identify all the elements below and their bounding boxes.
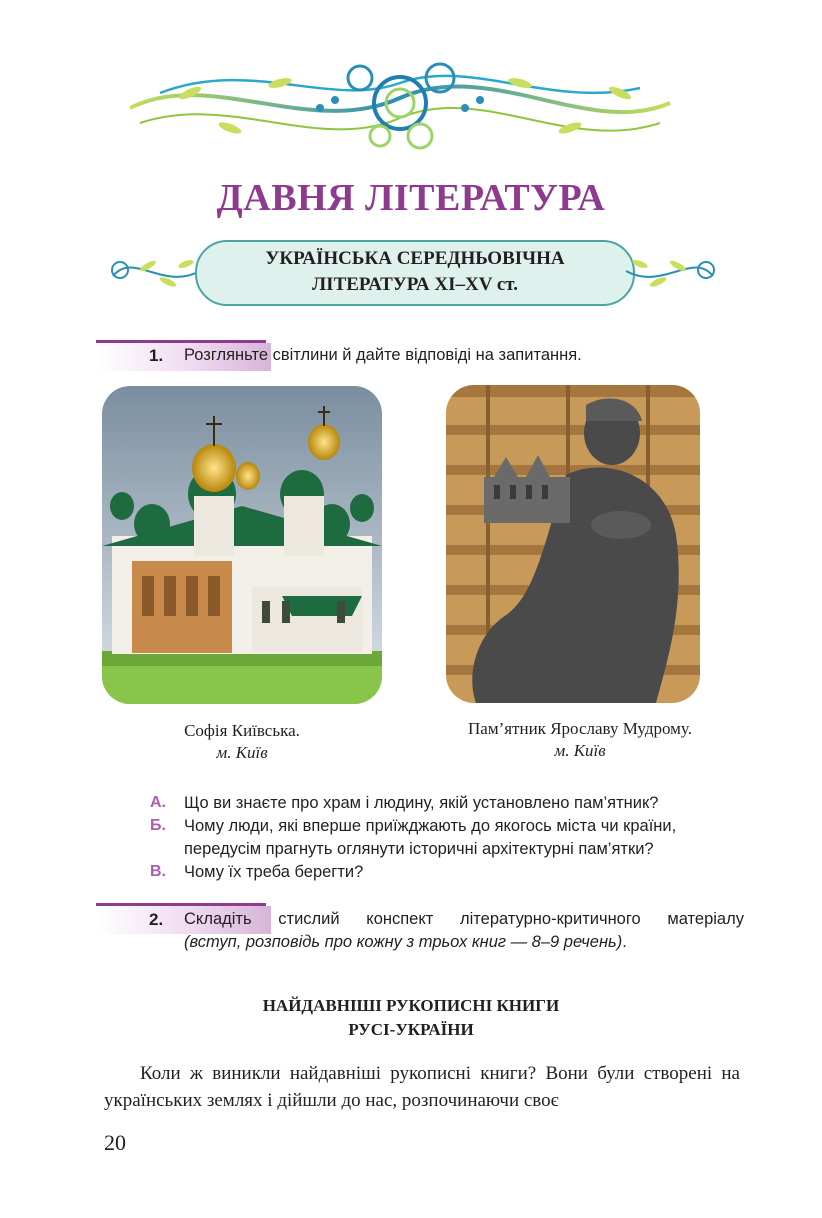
section-heading-line-2: РУСІ-УКРАЇНИ (348, 1020, 474, 1039)
task-1-text: Розгляньте світлини й дайте відповіді на запитання. (184, 346, 582, 364)
question-b-text: Чому люди, які вперше приїжджають до якогось міста чи країни, передусім прагнуть оглянути історичні архітектурні пам’ятки? (184, 817, 677, 858)
task-2-number: 2. (149, 910, 164, 929)
subtitle-banner (108, 236, 718, 314)
section-heading-line-1: НАЙДАВНІШІ РУКОПИСНІ КНИГИ (262, 996, 560, 1015)
leaf-ornament-right-icon (623, 246, 718, 296)
question-c-text: Чому їх треба берегти? (184, 863, 364, 881)
question-a-letter: А. (150, 794, 166, 811)
monument-photo (446, 385, 700, 703)
task-2-text: Складіть стислий конспект літературно-критичного матеріалу (184, 910, 744, 928)
task-2-note-italic: (вступ, розповідь про кожну з трьох книг — 8–9 речень) (184, 933, 623, 951)
cathedral-photo (102, 386, 382, 704)
page-number: 20 (104, 1130, 126, 1155)
subtitle-line-1: УКРАЇНСЬКА СЕРЕДНЬОВІЧНА (265, 248, 565, 269)
question-a-text: Що ви знаєте про храм і людину, якій установлено пам’ятник? (184, 794, 659, 812)
cathedral-caption-city: м. Київ (216, 743, 268, 762)
cathedral-caption (102, 720, 382, 764)
chapter-title: ДАВНЯ ЛІТЕРАТУРА (216, 177, 606, 219)
subtitle-line-2: ЛІТЕРАТУРА XI–XV ст. (312, 274, 518, 295)
question-c-letter: В. (150, 863, 166, 880)
cathedral-icon (102, 386, 382, 704)
task-2-note-end: . (622, 933, 627, 951)
cathedral-caption-title: Софія Київська. (184, 721, 300, 740)
task-1-number: 1. (149, 346, 164, 365)
task-2-note (184, 931, 744, 954)
monument-caption-title: Пам’ятник Ярославу Мудрому. (468, 719, 692, 738)
monument-caption-city: м. Київ (554, 741, 606, 760)
question-b-letter: Б. (150, 817, 166, 834)
monument-caption (440, 718, 720, 762)
section-heading (0, 994, 822, 1042)
leaf-ornament-left-icon (108, 246, 203, 296)
subtitle (195, 246, 635, 298)
monument-icon (446, 385, 700, 703)
ornament-swirl-icon (120, 48, 680, 158)
body-paragraph: Коли ж виникли найдавніші рукописні книги? Вони були створені на українських землях і дійшли до нас, розпочинаючи своє (104, 1063, 740, 1111)
